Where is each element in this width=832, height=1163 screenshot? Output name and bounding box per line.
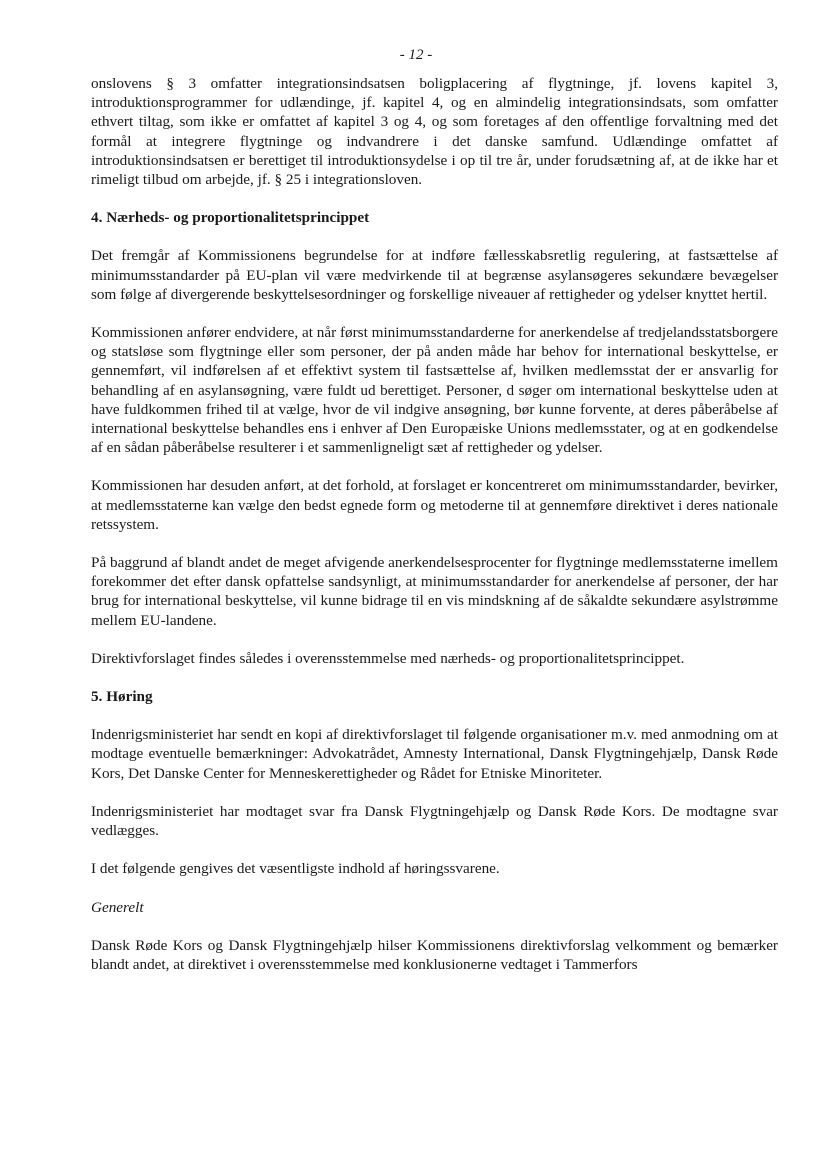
section-4-paragraph-3: Kommissionen har desuden anført, at det forhold, at forslaget er koncentreret om minimumsstandarder, bevirker, at medlemsstaterne kan vælge den bedst egnede form og metoderne til at gennemføre direktivet i deres nationale retssystem. bbox=[91, 477, 778, 533]
section-5-paragraph-1: Indenrigsministeriet har sendt en kopi af direktivforslaget til følgende organisationer m.v. med anmodning om at modtage eventuelle bemærkninger: Advokatrådet, Amnesty International, Dansk Flygtningehjælp, Dansk Røde Kors, Det Danske Center for Menneskerettigheder og Rådet for Etniske Minoriteter. bbox=[91, 726, 778, 782]
section-4-paragraph-5: Direktivforslaget findes således i overensstemmelse med nærheds- og proportionalitetsprincippet. bbox=[91, 649, 685, 667]
section-5-paragraph-3: I det følgende gengives det væsentligste indhold af høringssvarene. bbox=[91, 860, 500, 878]
section-4-paragraph-2: Kommissionen anfører endvidere, at når først minimumsstandarderne for anerkendelse af tredjelandsstatsborgere og statsløse som flygtninge eller som personer, der på anden måde har behov for international beskyttelse, er gennemført, vil indførelsen af et effektivt system til fastsættelse af, hvilken medlemsstat der er ansvarlig for behandling af en asylansøgning, være fuldt ud berettiget. Personer, d søger om international beskyttelse uden at have fuldkommen frihed til at vælge, hvor de vil indgive ansøgning, bør kunne forvente, at deres påberåbelse af international beskyttelse behandles ens i enhver af Den Europæiske Unions medlemsstater, og at en godkendelse af en sådan påberåbelse resulterer i et sammenligneligt sæt af rettigheder og ydelser. bbox=[91, 324, 778, 457]
subheading-generelt: Generelt bbox=[91, 898, 144, 916]
section-5-heading: 5. Høring bbox=[91, 688, 153, 706]
section-4-paragraph-4: På baggrund af blandt andet de meget afvigende anerkendelsesprocenter for flygtninge medlemsstaterne imellem forekommer det efter dansk opfattelse sandsynligt, at minimumsstandarder for anerkendelse af personer, der har brug for international beskyttelse, vil kunne bidrage til en vis mindskning af de såkaldte sekundære asylstrømme mellem EU-landene. bbox=[91, 554, 778, 629]
section-4-heading: 4. Nærheds- og proportionalitetsprincippet bbox=[91, 209, 370, 227]
page-number: - 12 - bbox=[399, 47, 433, 63]
intro-paragraph: onslovens § 3 omfatter integrationsindsatsen boligplacering af flygtninge, jf. lovens kapitel 3, introduktionsprogrammer for udlændinge, jf. kapitel 4, og en almindelig integrationsindsats, som omfatter ethvert tiltag, som ikke er omfattet af kapitel 3 og 4, og som foretages af den offentlige forvaltning med det formål at integrere flygtninge og indvandrere i det danske samfund. Udlændinge omfattet af introduktionsindsatsen er berettiget til introduktionsydelse i op til tre år, under forudsætning af, at de ikke har et rimeligt tilbud om arbejde, jf. § 25 i integrationsloven. bbox=[91, 75, 778, 189]
document-body bbox=[91, 74, 778, 993]
section-4-paragraph-1: Det fremgår af Kommissionens begrundelse for at indføre fællesskabsretlig regulering, at fastsættelse af minimumsstandarder på EU-plan vil være medvirkende til at begrænse asylansøgeres sekundære bevægelser som følge af divergerende beskyttelsesordninger og forskellige niveauer af rettigheder og ydelser knyttet hertil. bbox=[91, 247, 778, 303]
section-5-paragraph-2: Indenrigsministeriet har modtaget svar fra Dansk Flygtningehjælp og Dansk Røde Kors. De modtagne svar vedlægges. bbox=[91, 802, 778, 840]
section-5-final-paragraph: Dansk Røde Kors og Dansk Flygtningehjælp hilser Kommissionens direktivforslag velkomment og bemærker blandt andet, at direktivet i overensstemmelse med konklusionerne vedtaget i Tammerfors bbox=[91, 936, 778, 973]
